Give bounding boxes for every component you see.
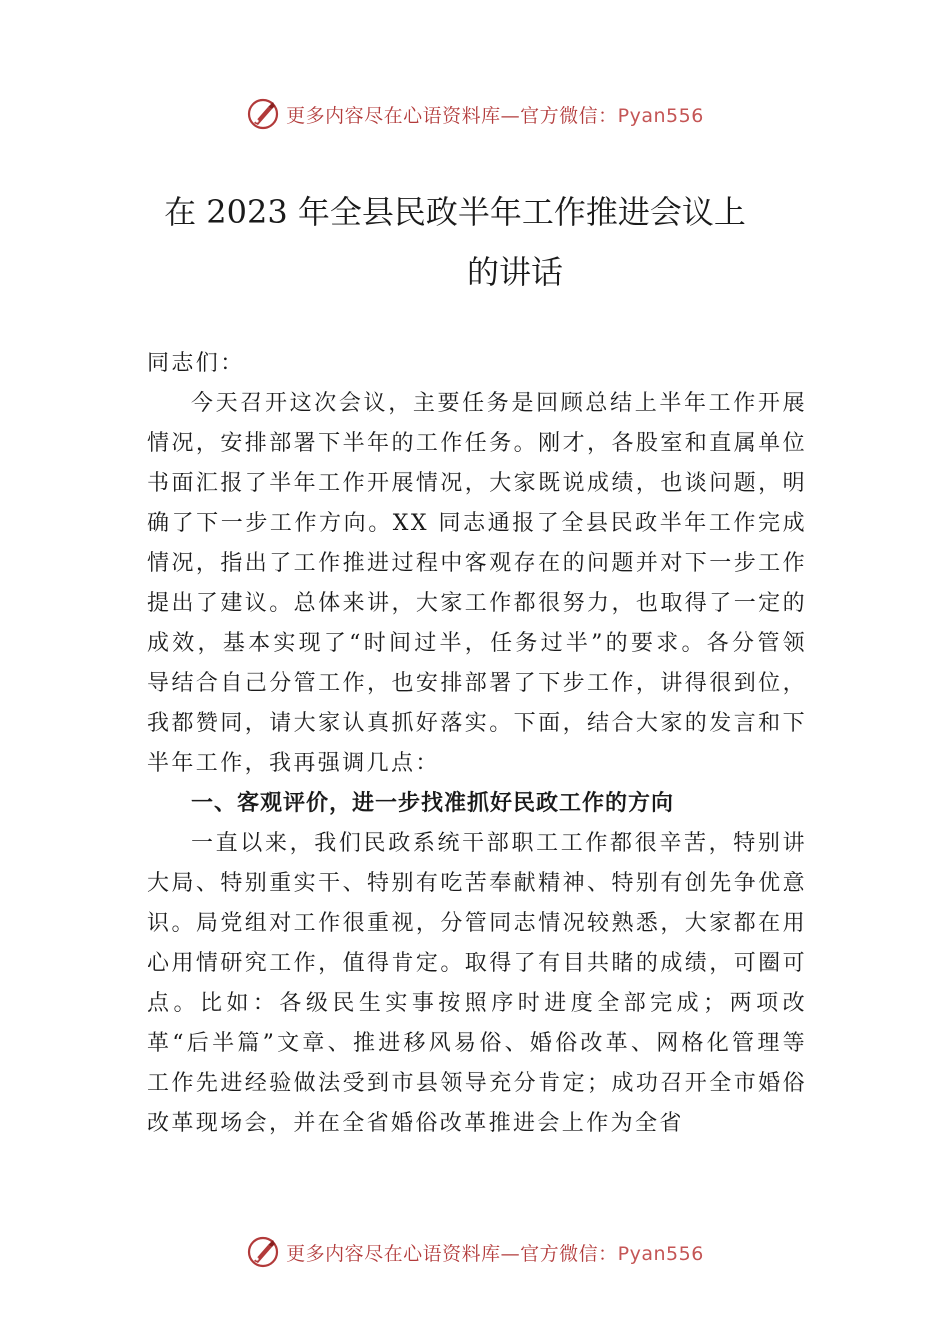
- body-paragraph-2: 一直以来，我们民政系统干部职工工作都很辛苦，特别讲大局、特别重实干、特别有吃苦奉献精神、特别有创先争优意识。局党组对工作很重视，分管同志情况较熟悉，大家都在用心用情研究工作，值得肯定。取得了有目共睹的成绩，可圈可点。比如：各级民生实事按照序时进度全部完成；两项改革“后半篇”文章、推进移风易俗、婚俗改革、网格化管理等工作先进经验做法受到市县领导充分肯定；成功召开全市婚俗改革现场会，并在全省婚俗改革推进会上作为全省: [147, 831, 807, 1136]
- red-fountain-pen-logo-icon: [246, 1235, 280, 1269]
- top-watermark-banner: [0, 94, 950, 134]
- red-fountain-pen-logo-icon: [246, 97, 280, 131]
- watermark-text: 更多内容尽在心语资料库—官方微信：Pyan556: [286, 104, 704, 127]
- document-title: [120, 182, 830, 302]
- title-line-2: 的讲话: [466, 253, 563, 291]
- salutation: 同志们：: [147, 351, 245, 376]
- title-line-1: 在 2023 年全县民政半年工作推进会议上: [164, 193, 746, 231]
- document-body: [147, 344, 807, 1144]
- watermark-wechat-id: Pyan556: [617, 104, 704, 127]
- watermark-text: 更多内容尽在心语资料库—官方微信：Pyan556: [286, 1242, 704, 1265]
- bottom-watermark-banner: [0, 1232, 950, 1272]
- watermark-wechat-id: Pyan556: [617, 1242, 704, 1265]
- body-paragraph-1: 今天召开这次会议，主要任务是回顾总结上半年工作开展情况，安排部署下半年的工作任务。刚才，各股室和直属单位书面汇报了半年工作开展情况，大家既说成绩，也谈问题，明确了下一步工作方向。XX 同志通报了全县民政半年工作完成情况，指出了工作推进过程中客观存在的问题并对下一步工作提出了建议。总体来讲，大家工作都很努力，也取得了一定的成效，基本实现了“时间过半，任务过半”的要求。各分管领导结合自己分管工作，也安排部署了下步工作，讲得很到位，我都赞同，请大家认真抓好落实。下面，结合大家的发言和下半年工作，我再强调几点：: [147, 391, 807, 776]
- section-heading-1: 一、客观评价，进一步找准抓好民政工作的方向: [191, 791, 675, 816]
